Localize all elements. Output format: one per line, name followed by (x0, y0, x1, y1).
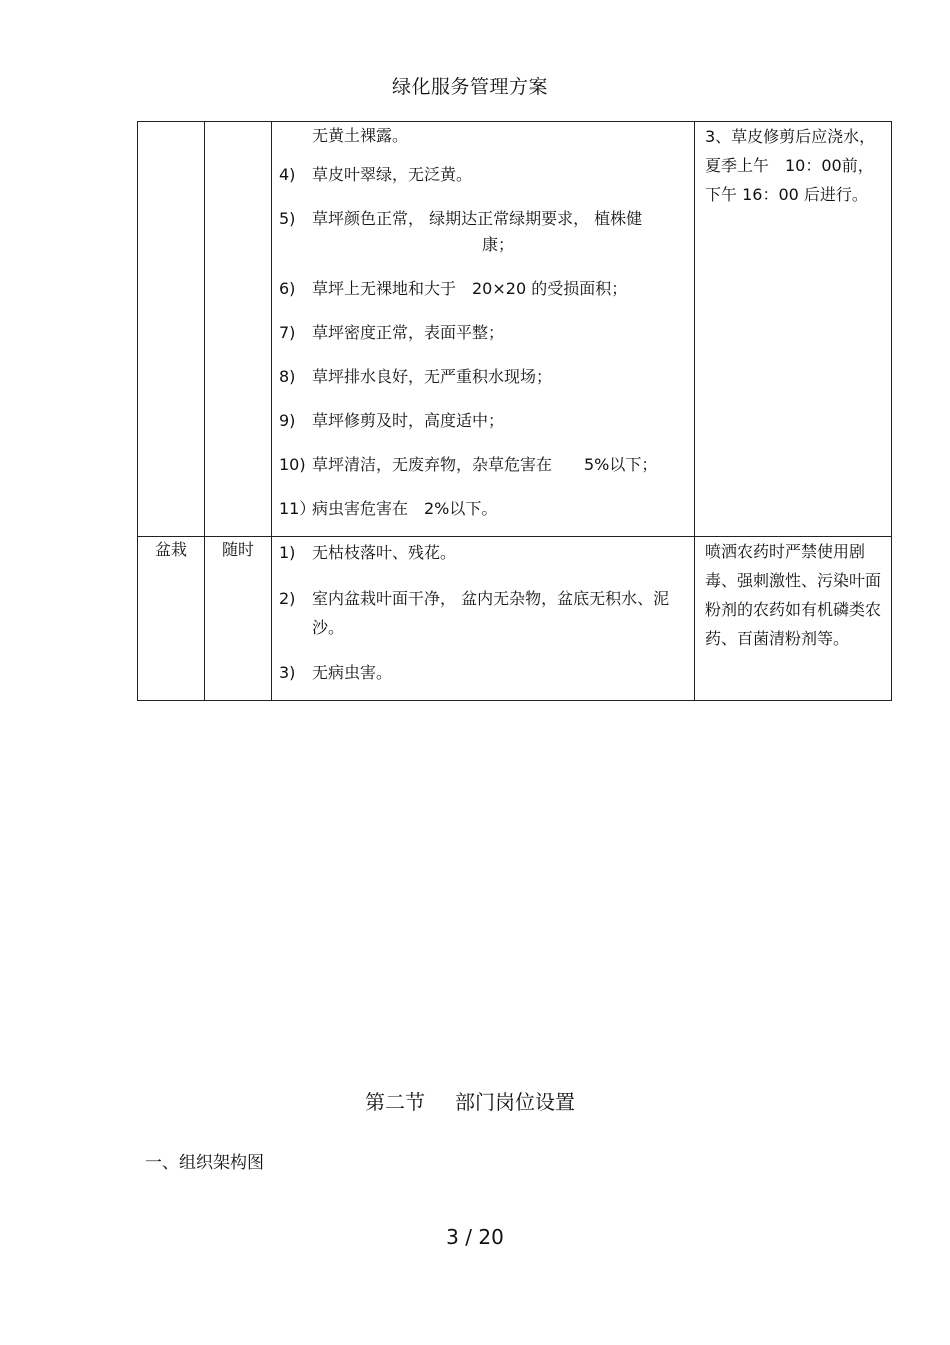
standard-item: 5) 草坪颜色正常， 绿期达正常绿期要求， 植株健 康； (279, 209, 643, 254)
section-label: 第二节 (365, 1090, 425, 1114)
table-row (138, 537, 892, 701)
standard-item: 6) 草坪上无裸地和大于 20×20 的受损面积； (279, 279, 628, 298)
greening-standards-table (137, 121, 892, 701)
standards-cell (272, 537, 695, 701)
standard-item: 2) 室内盆栽叶面干净， 盆内无杂物，盆底无积水、泥沙。 (279, 589, 670, 637)
table-row (138, 122, 892, 537)
standard-item: 4) 草皮叶翠绿，无泛黄。 (279, 165, 473, 184)
frequency-cell: 随时 (205, 537, 272, 701)
subheading: 一、组织架构图 (145, 1153, 264, 1173)
note-cell: 3、草皮修剪后应浇水，夏季上午 10：00前，下午 16：00 后进行。 (695, 122, 892, 537)
standard-item: 无黄土裸露。 (312, 126, 409, 145)
frequency-cell (205, 122, 272, 537)
standard-item: 8) 草坪排水良好，无严重积水现场； (279, 367, 553, 386)
standards-cell (272, 122, 695, 537)
item-name-cell (138, 122, 205, 537)
note-cell: 喷洒农药时严禁使用剧毒、强刺激性、污染叶面粉剂的农药如有机磷类农药、百菌清粉剂等。 (695, 537, 892, 701)
standard-item: 3) 无病虫害。 (279, 663, 393, 682)
section-heading: 部门岗位设置 (455, 1090, 575, 1114)
page-number: 3 / 20 (446, 1225, 504, 1249)
standard-item: 10) 草坪清洁，无废弃物，杂草危害在 5%以下； (279, 455, 658, 474)
section-title (0, 1086, 940, 1115)
standard-item: 9) 草坪修剪及时，高度适中； (279, 411, 505, 430)
item-name-cell: 盆栽 (138, 537, 205, 701)
document-header: 绿化服务管理方案 (391, 76, 548, 98)
standard-item: 11） 病虫害危害在 2%以下。 (279, 499, 498, 518)
standard-item: 7) 草坪密度正常，表面平整； (279, 323, 505, 342)
standard-item: 1) 无枯枝落叶、残花。 (279, 543, 457, 562)
